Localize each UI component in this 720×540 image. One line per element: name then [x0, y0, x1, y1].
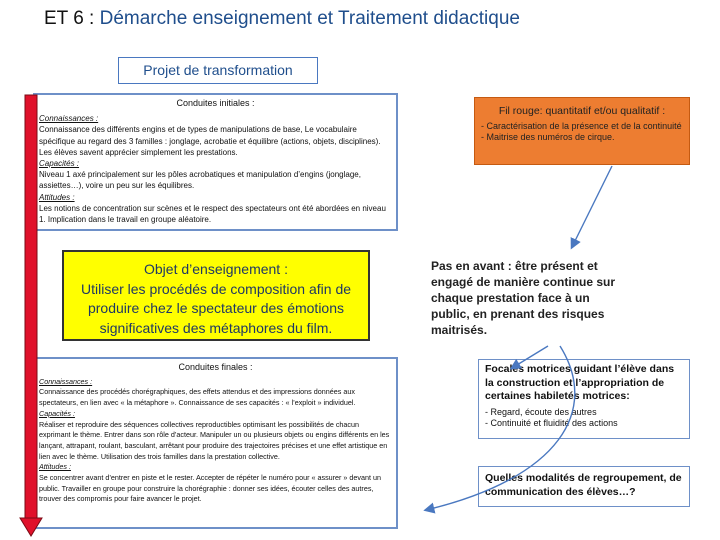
pas-en-avant-text: Pas en avant : être présent et engagé de manière continue sur chaque prestation face à un public, en prenant des risques maitrisés. — [431, 259, 616, 337]
conduites-initiales-heading: Conduites initiales : — [176, 98, 255, 108]
final-attitudes-label: Attitudes : — [39, 462, 71, 472]
initial-capacites-text: Niveau 1 axé principalement sur les pôles acrobatiques et manipulation d’engins (jonglage, assiettes…), voire un peu sur les équilibres. — [39, 170, 361, 191]
final-capacites-label: Capacités : — [39, 408, 75, 418]
final-connaissances-label: Connaissances : — [39, 376, 93, 386]
projet-label: Projet de transformation — [143, 62, 293, 78]
initial-attitudes-text: Les notions de concentration sur scènes et le respect des spectateurs ont été abordées en niveau 1. Implication dans le travail en groupe aléatoire. — [39, 203, 386, 225]
objet-line2: Utiliser les procédés de composition afin de produire chez le spectateur des émotions significatives des métaphores du film. — [80, 280, 352, 336]
final-capacites-text: Réaliser et reproduire des séquences collectives reproductibles optimisant les possibilités de chacun exprimant le thème. Entrer dans son rôle d’acteur. Manipuler un ou plusieurs objets ou engins différents en les lançant, attrapant, roulant, basculant, arrêtant pour produire des trajectoires précises et une effet artistique en lien avec le thème. Utilisation des trois familles dans la prestation collective. — [39, 419, 390, 461]
focales-item-2: - Continuité et fluidité des actions — [485, 417, 618, 428]
focales-title: Focales motrices guidant l’élève dans la construction et l’appropriation de certaines habiletés motrices: — [485, 363, 675, 402]
objet-line1: Objet d’enseignement : — [144, 261, 288, 277]
focales-item-1: - Regard, écoute des autres — [485, 406, 597, 417]
connector-pas-to-finales — [426, 346, 575, 510]
initial-connaissances-label: Connaissances : — [39, 114, 99, 124]
initial-connaissances-text: Connaissance des différents engins et de types de manipulations de base, Le vocabulaire spécifique au regard des 3 familles : jonglage, acrobatie et équilibre (actions, objets, disciplines). Les élèves savent apprécier simplement les prestations. — [39, 125, 381, 157]
final-attitudes-text: Se concentrer avant d’entrer en piste et le rester. Accepter de répéter le numéro pour « assurer » devant un public. Travailler en groupe pour construire la chorégraphie : donner ses idées, écouter celles des autres, trouver des compromis pour faire avancer le projet. — [39, 473, 382, 504]
connector-fil-to-pas — [572, 166, 612, 247]
conduites-finales-heading: Conduites finales : — [178, 362, 253, 372]
final-connaissances-text: Connaissance des procédés chorégraphiques, des effets attendus et des impressions données aux spectateurs, en lien avec « la métaphore ». Connaissance de ses capacités : « l’exploit » individuel. — [39, 387, 356, 408]
progression-arrow — [20, 95, 42, 536]
fil-rouge-item-2: - Maitrise des numéros de cirque. — [481, 132, 615, 142]
fil-rouge-title: Fil rouge: quantitatif et/ou qualitatif : — [498, 105, 666, 117]
modalites-text: Quelles modalités de regroupement, de communication des élèves…? — [485, 472, 682, 498]
connector-pas-to-focales — [512, 346, 548, 368]
title-main: Démarche enseignement et Traitement didactique — [99, 8, 520, 29]
initial-attitudes-label: Attitudes : — [39, 192, 75, 202]
fil-rouge-item-1: - Caractérisation de la présence et de la continuité — [481, 120, 682, 131]
title-prefix: ET 6 : — [44, 8, 100, 29]
initial-capacites-label: Capacités : — [39, 159, 80, 169]
